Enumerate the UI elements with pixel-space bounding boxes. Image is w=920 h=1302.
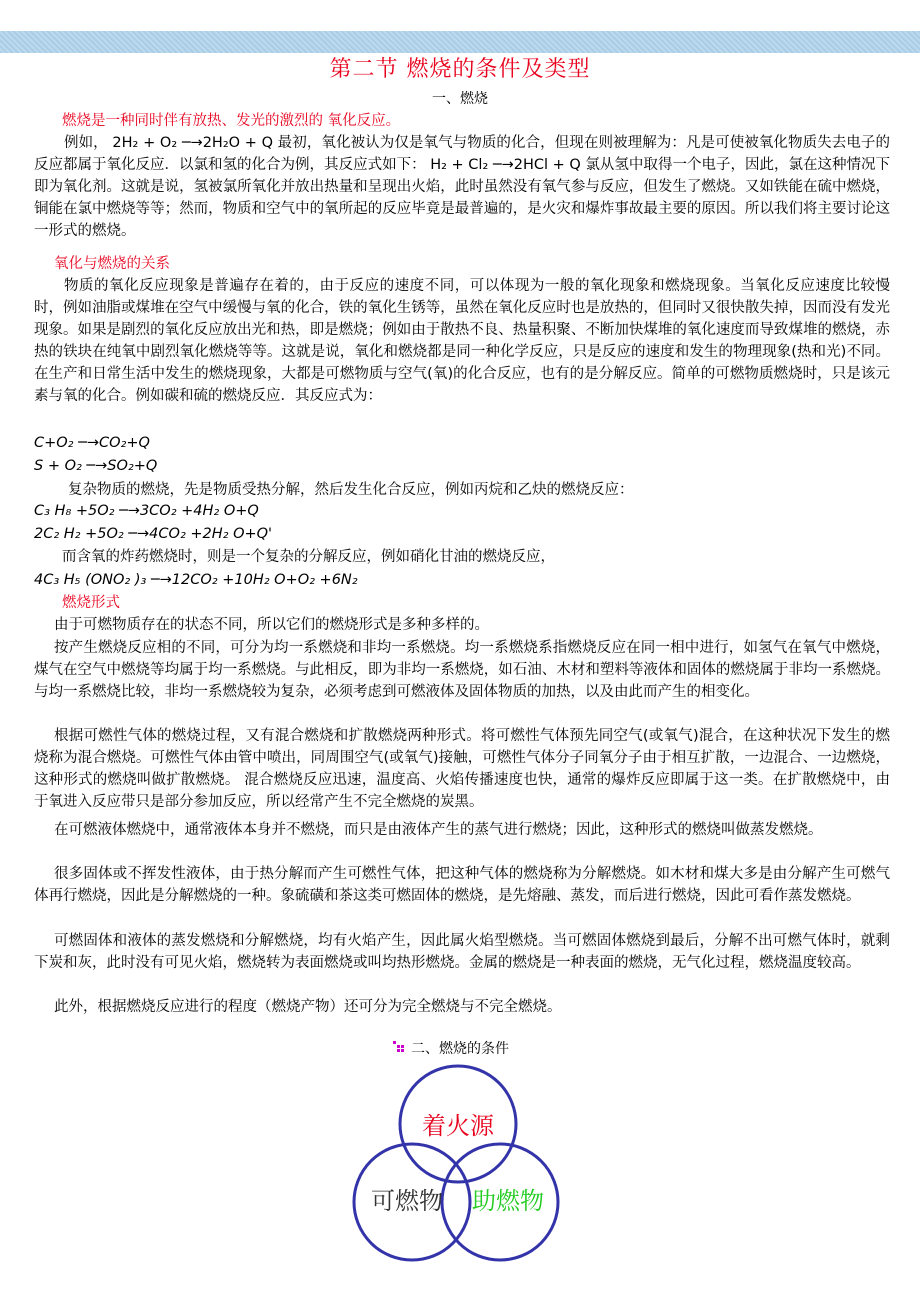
bullet-icon <box>393 1041 407 1055</box>
heading-combustion-forms: 燃烧形式 <box>62 595 120 611</box>
paragraph-example: 例如， 2H₂ + O₂ ─→2H₂O + Q 最初，氧化被认为仅是氧气与物质的化合，但现在则被理解为：凡是可使被氧化物质失去电子的反应都属于氧化反应．以氯和氢的化合为例，其反应式如下： H₂ + Cl₂ ─→2HCl + Q 氯从氢中取得一个电子，因此，氯在这种情况下即为氧化剂。这就是说，氢被氯所氧化并放出热量和呈现出火焰，此时虽然没有氧气参与反应，但发生了燃烧。又如铁能在硫中燃烧，铜能在氯中燃烧等等；然而，物质和空气中的氧所起的反应毕竟是最普遍的，是火灾和爆炸事故最主要的原因。所以我们将主要讨论这一形式的燃烧。 <box>34 135 890 239</box>
paragraph-forms-1: 由于可燃物质存在的状态不同，所以它们的燃烧形式是多种多样的。 <box>54 617 489 633</box>
section-heading-conditions <box>393 1038 509 1058</box>
definition-text: 燃烧是一种同时伴有放热、发光的激烈的 氧化反应。 <box>62 113 401 129</box>
paragraph-relation: 物质的氧化反应现象是普遍存在着的，由于反应的速度不同，可以体现为一般的氧化现象和燃烧现象。当氧化反应速度比较慢时，例如油脂或煤堆在空气中缓慢与氧的化合，铁的氧化生锈等，虽然在氧化反应时也是放热的，但同时又很快散失掉，因而没有发光现象。如果是剧烈的氧化反应放出光和热，即是燃烧；例如由于散热不良、热量积聚、不断加快煤堆的氧化速度而导致煤堆的燃烧，赤热的铁块在纯氧中剧烈氧化燃烧等等。这就是说，氧化和燃烧都是同一种化学反应，只是反应的速度和发生的物理现象(热和光)不同。在生产和日常生活中发生的燃烧现象，大都是可燃物质与空气(氧)的化合反应，也有的是分解反应。简单的可燃物质燃烧时，只是该元素与氧的化合。例如碳和硫的燃烧反应．其反应式为： <box>34 278 890 404</box>
header-stripe <box>0 31 920 53</box>
section-heading-combustion: 一、燃烧 <box>432 91 488 107</box>
paragraph-forms-7: 此外，根据燃烧反应进行的程度（燃烧产物）还可分为完全燃烧与不完全燃烧。 <box>54 999 562 1015</box>
paragraph-forms-2: 按产生燃烧反应相的不同，可分为均一系燃烧和非均一系燃烧。均一系燃烧系指燃烧反应在同一相中进行，如氢气在氧气中燃烧，煤气在空气中燃烧等均属于均一系燃烧。与此相反，即为非均一系燃烧，如石油、木材和塑料等液体和固体的燃烧属于非均一系燃烧。与均一系燃烧比较，非均一系燃烧较为复杂，必须考虑到可燃液体及固体物质的加热，以及由此而产生的相变化。 <box>34 640 890 700</box>
equation-carbon: C+O₂ ─→CO₂+Q <box>34 435 150 451</box>
paragraph-forms-6: 可燃固体和液体的蒸发燃烧和分解燃烧，均有火焰产生，因此属火焰型燃烧。当可燃固体燃烧到最后，分解不出可燃气体时，就剩下炭和灰，此时没有可见火焰，燃烧转为表面燃烧或叫均热形燃烧。金属的燃烧是一种表面的燃烧，无气化过程，燃烧温度较高。 <box>34 933 890 971</box>
venn-label-fuel: 可燃物 <box>371 1187 443 1215</box>
equation-nitroglycerin: 4C₃ H₅ (ONO₂ )₃ ─→12CO₂ +10H₂ O+O₂ +6N₂ <box>34 572 358 588</box>
paragraph-explosive: 而含氧的炸药燃烧时，则是一个复杂的分解反应，例如硝化甘油的燃烧反应， <box>62 549 555 565</box>
equation-sulfur: S + O₂ ─→SO₂+Q <box>34 458 158 474</box>
page-title: 第二节 燃烧的条件及类型 <box>329 57 591 82</box>
venn-label-oxidizer: 助燃物 <box>472 1187 544 1215</box>
paragraph-forms-4: 在可燃液体燃烧中，通常液体本身并不燃烧，而只是由液体产生的蒸气进行燃烧；因此，这种形式的燃烧叫做蒸发燃烧。 <box>54 822 823 838</box>
venn-label-ignition: 着火源 <box>422 1112 494 1140</box>
section-heading-conditions-text: 二、燃烧的条件 <box>411 1041 509 1057</box>
paragraph-forms-3: 根据可燃性气体的燃烧过程，又有混合燃烧和扩散燃烧两种形式。将可燃性气体预先同空气(或氧气)混合，在这种状况下发生的燃烧称为混合燃烧。可燃性气体由管中喷出，同周围空气(或氧气)接触，可燃性气体分子同氧分子由于相互扩散，一边混合、一边燃烧，这种形式的燃烧叫做扩散燃烧。 混合燃烧反应迅速，温度高、火焰传播速度也快，通常的爆炸反应即属于这一类。在扩散燃烧中，由于氧进入反应带只是部分参加反应，所以经常产生不完全燃烧的炭黑。 <box>34 728 890 810</box>
paragraph-complex: 复杂物质的燃烧，先是物质受热分解，然后发生化合反应，例如丙烷和乙炔的燃烧反应： <box>68 482 634 498</box>
paragraph-forms-5: 很多固体或不挥发性液体，由于热分解而产生可燃性气体，把这种气体的燃烧称为分解燃烧。如木材和煤大多是由分解产生可燃气体再行燃烧，因此是分解燃烧的一种。象硫磺和茶这类可燃固体的燃烧，是先熔融、蒸发，而后进行燃烧，因此可看作蒸发燃烧。 <box>34 866 890 904</box>
heading-oxidation-relation: 氧化与燃烧的关系 <box>54 256 170 272</box>
equation-acetylene: 2C₂ H₂ +5O₂ ─→4CO₂ +2H₂ O+Q' <box>34 526 273 542</box>
fire-triangle-venn-diagram <box>340 1062 580 1272</box>
equation-propane: C₃ H₈ +5O₂ ─→3CO₂ +4H₂ O+Q <box>34 503 259 519</box>
